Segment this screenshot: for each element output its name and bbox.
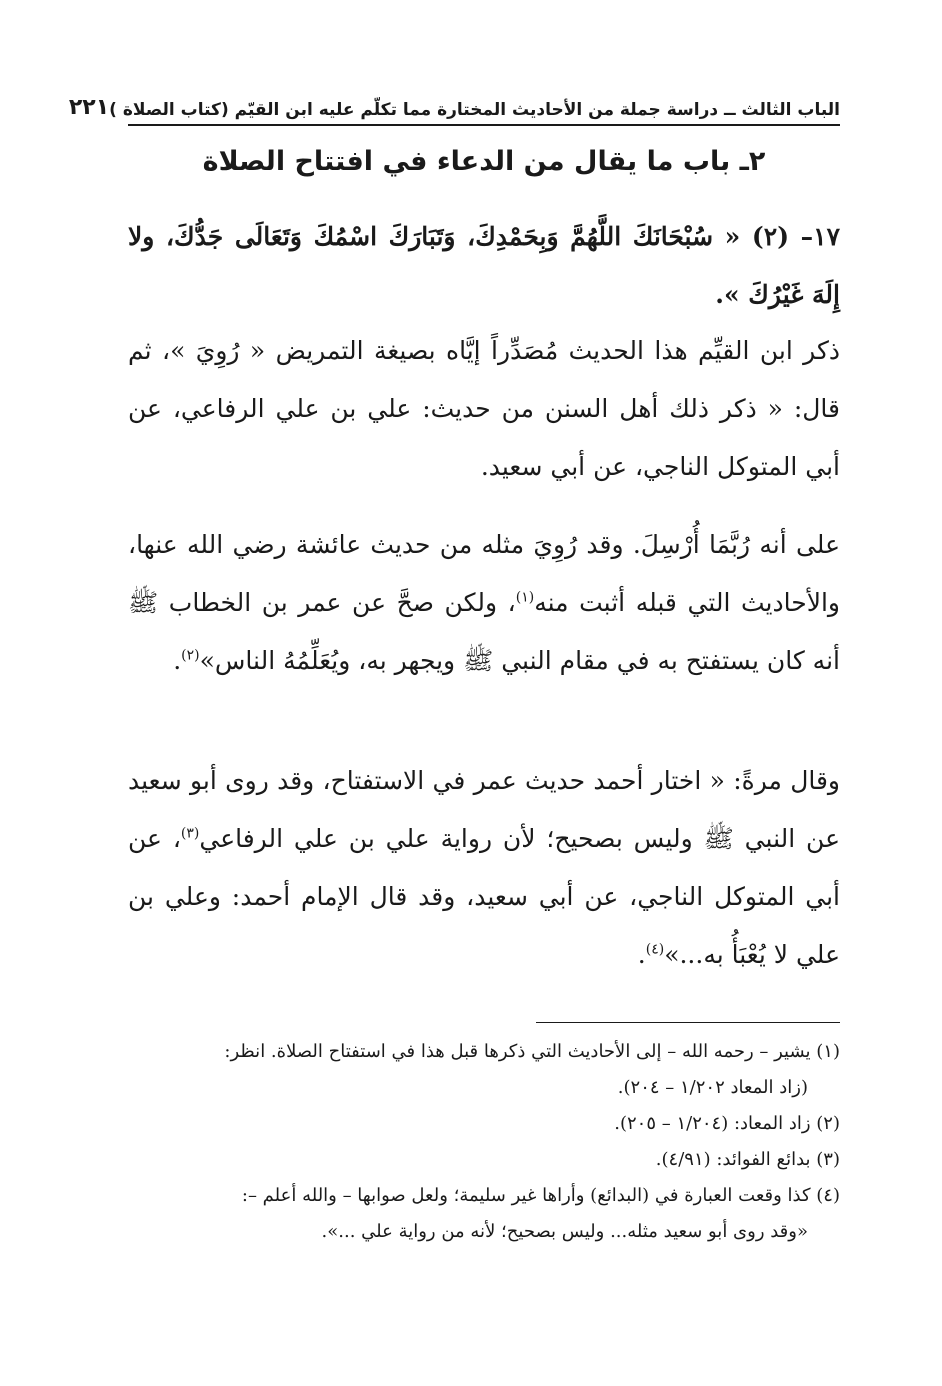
paragraph-3-part-b: ، عن أبي المتوكل الناجي، عن أبي سعيد، وقد قال الإمام أحمد: وعلي بن علي لا يُعْبَأُ به...» [128, 824, 840, 969]
footnote-2: (٢) زاد المعاد: (١/٢٠٤ – ٢٠٥). [614, 1113, 840, 1134]
paragraph-1-text: ذكر ابن القيِّم هذا الحديث مُصَدِّراً إيَّاه بصيغة التمريض « رُوِيَ »، ثم قال: « ذكر ذلك أهل السنن من حديث: علي بن علي الرفاعي، عن أبي المتوكل الناجي، عن أبي سعيد. [128, 336, 840, 481]
footnote-ref-1[interactable]: (١) [515, 589, 535, 606]
paragraph-2 [128, 516, 840, 690]
paragraph-2-part-b: ، ولكن صحَّ عن عمر بن الخطاب ﷺ أنه كان يستفتح به في مقام النبي ﷺ ويجهر به، ويُعَلِّمُهُ الناس» [128, 588, 840, 675]
chapter-title: ٢ـ باب ما يقال من الدعاء في افتتاح الصلاة [202, 146, 766, 177]
hadith-line: ١٧– (٢) « سُبْحَانَكَ اللَّهُمَّ وَبِحَمْدِكَ، وَتَبَارَكَ اسْمُكَ وَتَعَالَى جَدُّكَ، ولا إِلَهَ غَيْرُكَ ». [128, 222, 840, 309]
paragraph-3-part-a: وقال مرةً: « اختار أحمد حديث عمر في الاستفتاح، وقد روى أبو سعيد عن النبي ﷺ وليس بصحيح؛ لأن رواية علي بن علي الرفاعي [128, 766, 840, 853]
paragraph-3 [128, 752, 840, 984]
footnote-1-line-2: (زاد المعاد ١/٢٠٢ – ٢٠٤). [617, 1077, 808, 1098]
running-title: الباب الثالث ــ دراسة جملة من الأحاديث المختارة مما تكلّم عليه ابن القيّم (كتاب الصلاة ) [109, 100, 840, 120]
footnote-1 [128, 1034, 840, 1106]
paragraph-3-text [128, 752, 840, 984]
footnotes [128, 1034, 840, 1250]
running-header [68, 92, 840, 126]
footnote-ref-4[interactable]: (٤) [645, 941, 665, 958]
footnote-1-line-1: (١) يشير – رحمه الله – إلى الأحاديث التي ذكرها قبل هذا في استفتاح الصلاة. انظر: [224, 1041, 840, 1062]
footnote-4 [128, 1178, 840, 1250]
paragraph-2-part-a: على أنه رُبَّمَا أُرْسِلَ. وقد رُوِيَ مثله من حديث عائشة رضي الله عنها، والأحاديث التي قبله أثبت منه [128, 530, 840, 617]
paragraph-2-text [128, 516, 840, 690]
footnote-3: (٣) بدائع الفوائد: (٤/٩١). [655, 1149, 840, 1170]
paragraph-1 [128, 322, 840, 496]
page-number: ٢٢١ [68, 95, 110, 120]
footnote-separator [536, 1022, 840, 1023]
footnote-4-line-2: «وقد روى أبو سعيد مثله... وليس بصحيح؛ لأنه من رواية علي ...». [321, 1221, 808, 1242]
paragraph-3-end: . [637, 940, 646, 969]
paragraph-2-end: . [173, 646, 182, 675]
footnote-4-line-1: (٤) كذا وقعت العبارة في (البدائع) وأراها غير سليمة؛ ولعل صوابها – والله أعلم –: [241, 1185, 840, 1206]
footnote-ref-3[interactable]: (٣) [180, 825, 200, 842]
footnote-ref-2[interactable]: (٢) [181, 647, 200, 664]
hadith-text [128, 208, 840, 324]
